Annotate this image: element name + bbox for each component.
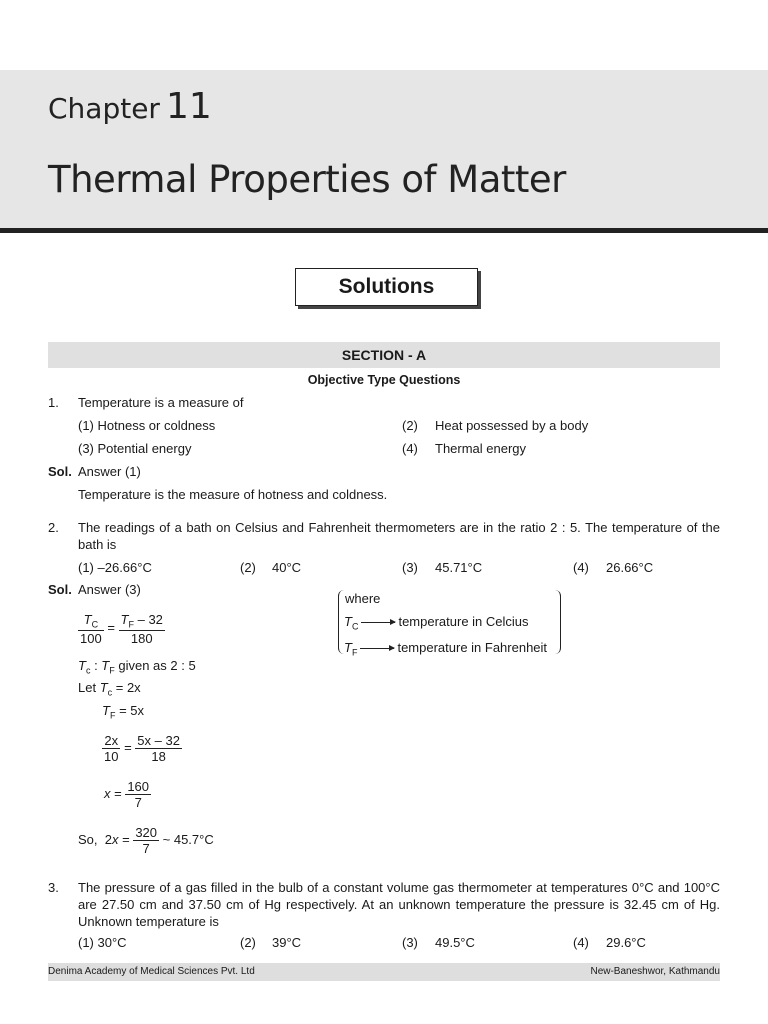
q1-answer: Answer (1) (78, 464, 141, 479)
arrow-icon (361, 622, 395, 623)
q1-sol-label: Sol. (48, 464, 72, 479)
q3-option-2: 39°C (272, 935, 302, 950)
chapter-number: 11 (165, 86, 212, 127)
footer-left: Denima Academy of Medical Sciences Pvt. Ltd (48, 966, 255, 977)
q2-option-2: 40°C (272, 560, 302, 575)
q2-option-4-num: (4) (573, 560, 589, 575)
q2-sol-label: Sol. (48, 582, 72, 597)
q3-option-2-num: (2) (240, 935, 256, 950)
q2-number: 2. (48, 520, 59, 535)
equation-2: $\frac{2x}{10}$ = $\frac{5x - 32}{18}$ (104, 733, 180, 764)
q1-option-2: Heat possessed by a body (435, 418, 589, 433)
ratio-line: $T_c$ : $T_F$ given as 2 : 5 (78, 658, 196, 676)
q3-text: The pressure of a gas filled in the bulb of a constant volume gas thermometer at temperatures 0°C and 100°C are 27.50 cm and 37.50 cm of Hg respectively. At an unknown temperature the pressure is 32.45 cm of Hg. Unknown temperature is (78, 880, 720, 929)
q2-answer: Answer (3) (78, 582, 141, 597)
tc-definition: $T_C$ temperature in Celcius (344, 614, 529, 632)
arrow-icon (360, 648, 394, 649)
let-line: Let $T_c = 2x$ (78, 680, 141, 698)
q1-number: 1. (48, 395, 59, 410)
q2-option-1: (1) –26.66°C (78, 560, 152, 575)
q3-option-4-num: (4) (573, 935, 589, 950)
equation-3: x = $\frac{160}{7}$ (104, 779, 150, 810)
right-brace (554, 590, 561, 654)
where-label: where (345, 591, 381, 606)
section-subtitle: Objective Type Questions (307, 373, 461, 387)
header-rule (0, 228, 768, 233)
q1-option-2-num: (2) (402, 418, 418, 433)
q2-option-2-num: (2) (240, 560, 256, 575)
q2-option-4: 26.66°C (606, 560, 654, 575)
q3-option-4: 29.6°C (606, 935, 646, 950)
chapter-title: Thermal Properties of Matter (48, 158, 566, 201)
footer-right: New-Baneshwor, Kathmandu (590, 966, 720, 977)
q1-explanation: Temperature is the measure of hotness and coldness. (78, 487, 388, 502)
equation-1: $\frac{T_C}{100}$ = $\frac{T_F - 32}{180}$ (80, 612, 163, 646)
q1-text: Temperature is a measure of (78, 395, 244, 410)
q1-option-4: Thermal energy (435, 441, 527, 456)
q1-option-4-num: (4) (402, 441, 418, 456)
q1-option-1: (1) Hotness or coldness (78, 418, 216, 433)
tf-line: $T_F = 5x$ (102, 703, 144, 721)
tf-definition: $T_F$ temperature in Fahrenheit (344, 640, 548, 658)
q2-text: The readings of a bath on Celsius and Fahrenheit thermometers are in the ratio 2 : 5. The temperature of the bath is (78, 520, 720, 552)
q3-option-3: 49.5°C (435, 935, 475, 950)
q2-option-3-num: (3) (402, 560, 418, 575)
q2-option-3: 45.71°C (435, 560, 483, 575)
q3-option-3-num: (3) (402, 935, 418, 950)
q1-option-3: (3) Potential energy (78, 441, 192, 456)
section-title: SECTION - A (48, 342, 720, 368)
q3-option-1: (1) 30°C (78, 935, 127, 950)
equation-4: So, 2x = $\frac{320}{7}$ ~ 45.7°C (78, 825, 214, 856)
chapter-label: Chapter 11 (48, 86, 212, 127)
solutions-box: Solutions (295, 268, 478, 306)
q3-number: 3. (48, 880, 59, 895)
